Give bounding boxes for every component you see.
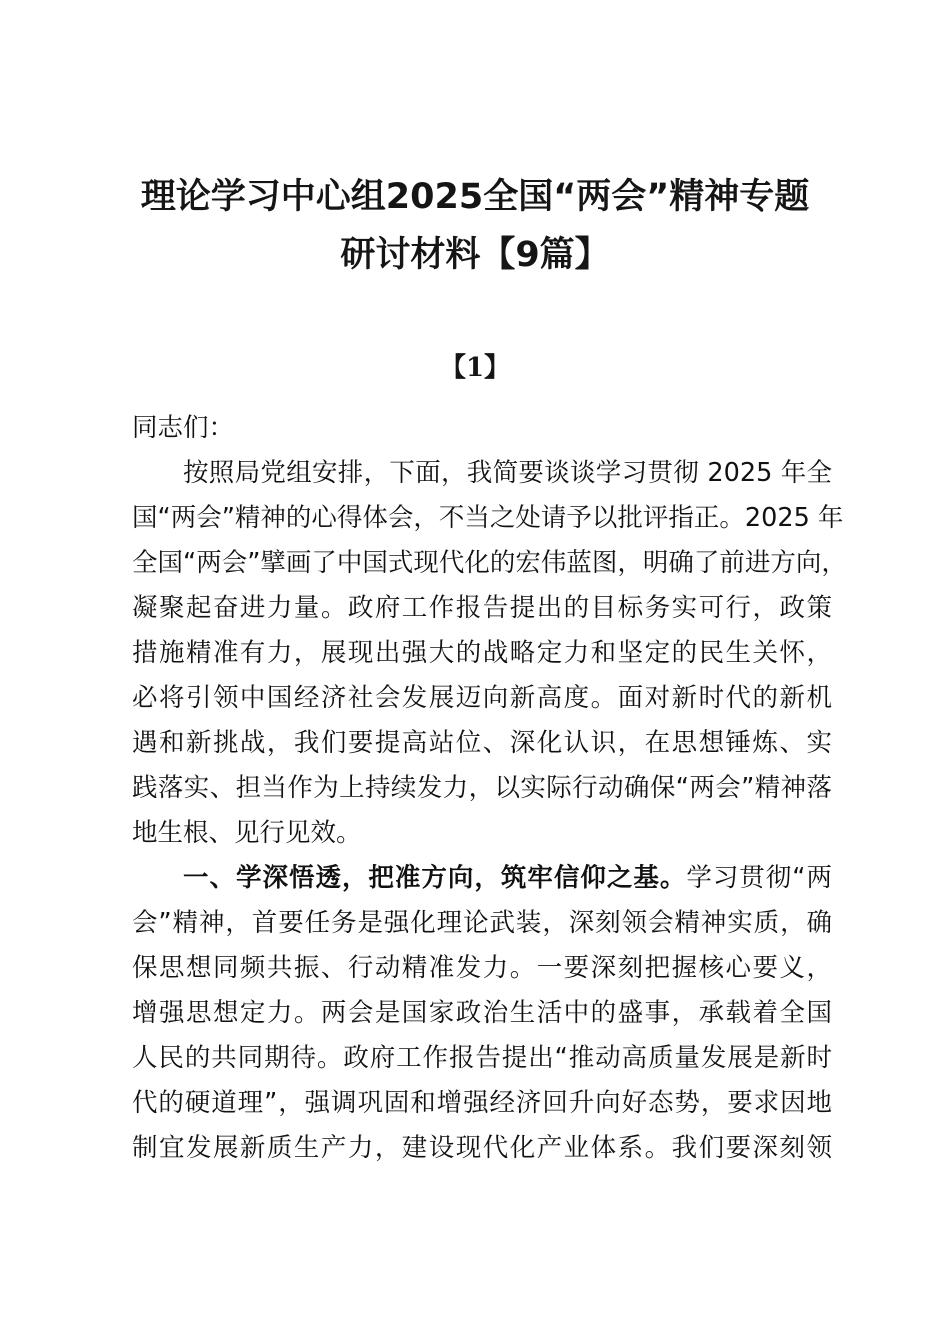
greeting: 同志们： [132,413,235,443]
paragraph-line: 按照局党组安排，下面，我简要谈谈学习贯彻 2025 年全 [183,458,832,488]
paragraph-line: 代的硬道理”，强调巩固和增强经济回升向好态势，要求因地 [132,1088,832,1118]
paragraph-first-line [132,856,832,901]
paragraph-line: 必将引领中国经济社会发展迈向新高度。面对新时代的新机 [132,683,832,713]
paragraph-line: 制宜发展新质生产力，建设现代化产业体系。我们要深刻领 [132,1133,832,1163]
paragraph-line: 遇和新挑战，我们要提高站位、深化认识，在思想锤炼、实 [132,728,832,758]
paragraph-1 [132,451,847,856]
paragraph-line: 人民的共同期待。政府工作报告提出“推动高质量发展是新时 [132,1043,832,1073]
paragraph-line: 措施精准有力，展现出强大的战略定力和坚定的民生关怀， [132,638,832,668]
paragraph-line: 会”精神，首要任务是强化理论武装，深刻领会精神实质，确 [132,908,832,938]
document-title-line-2: 研讨材料【9篇】 [340,235,610,275]
paragraph-line: 全国“两会”擘画了中国式现代化的宏伟蓝图，明确了前进方向， [132,548,847,578]
paragraph-line: 增强思想定力。两会是国家政治生活中的盛事，承载着全国 [132,998,832,1028]
paragraph-line: 践落实、担当作为上持续发力，以实际行动确保“两会”精神落 [132,773,832,803]
paragraph-line: 保思想同频共振、行动精准发力。一要深刻把握核心要义， [132,953,832,983]
section-heading-1: 一、学深悟透，把准方向，筑牢信仰之基。 [183,863,687,893]
section-number: 【1】 [439,353,511,383]
paragraph-line: 凝聚起奋进力量。政府工作报告提出的目标务实可行，政策 [132,593,832,623]
paragraph-2 [132,856,832,1171]
paragraph-line-rest: 学习贯彻“两 [686,863,832,893]
paragraph-line: 地生根、见行见效。 [132,818,362,848]
document-title-line-1: 理论学习中心组2025全国“两会”精神专题 [140,177,810,217]
paragraph-line: 国“两会”精神的心得体会，不当之处请予以批评指正。2025 年 [132,503,844,533]
